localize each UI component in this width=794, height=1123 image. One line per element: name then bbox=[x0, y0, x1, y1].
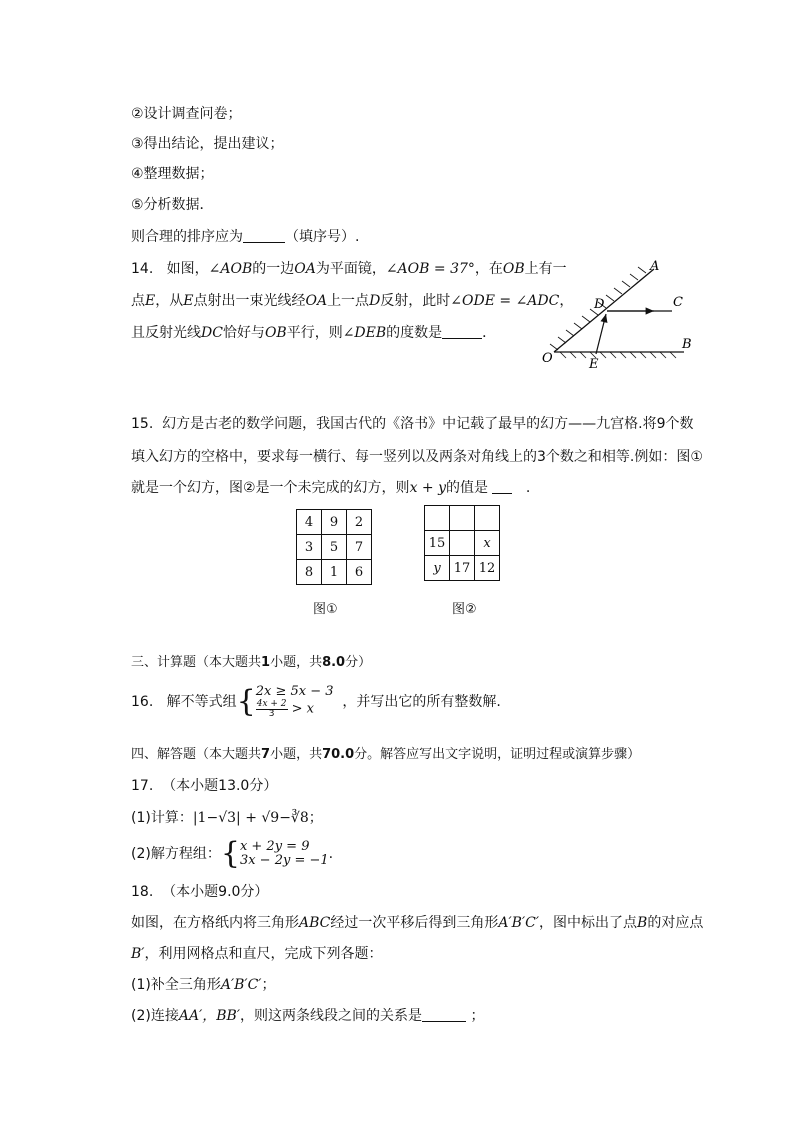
q15-line-3 bbox=[131, 478, 530, 498]
grid-cell: 9 bbox=[322, 510, 347, 535]
list-item-3: ③得出结论，提出建议； bbox=[131, 136, 284, 152]
grid-cell bbox=[425, 506, 450, 531]
q14-text: 为平面镜， bbox=[315, 261, 386, 277]
system-brace: { bbox=[220, 836, 240, 871]
system-brace: { bbox=[236, 684, 256, 719]
q14-text: 的一边 bbox=[252, 261, 295, 277]
q18-score: （本小题9.0分） bbox=[162, 884, 269, 900]
q14-text: ． bbox=[482, 325, 497, 341]
q18-text: 如图，在方格纸内将三角形 bbox=[131, 915, 299, 931]
figure-caption-1: 图① bbox=[313, 602, 338, 617]
q18-text: ； bbox=[470, 1008, 485, 1024]
q14-text: 如图， bbox=[166, 261, 209, 277]
ray-ED bbox=[596, 314, 606, 354]
q14-text: 点 bbox=[131, 293, 145, 309]
grid-cell: y bbox=[425, 556, 450, 581]
q14-text: ， bbox=[559, 293, 574, 309]
answer-blank bbox=[492, 479, 512, 494]
part-label: (1)计算： bbox=[131, 810, 193, 826]
equation-1: x + 2y = 9 bbox=[239, 839, 310, 854]
fraction-numerator: 4x + 2 bbox=[256, 699, 287, 709]
q17-score: （本小题13.0分） bbox=[162, 778, 278, 794]
section-text: 小题，共 bbox=[270, 747, 323, 762]
q14-math: ∠ODE = ∠ADC bbox=[450, 293, 560, 309]
ground-hatching bbox=[560, 352, 676, 358]
q14-math: ∠AOB = 37° bbox=[385, 261, 475, 277]
q17-expression: |1−√3| + √9−∛8 bbox=[192, 810, 309, 826]
inequality-1: 2x ≥ 5x − 3 bbox=[255, 684, 334, 699]
label-O: O bbox=[542, 351, 553, 366]
grid-cell: 17 bbox=[450, 556, 475, 581]
answer-blank bbox=[442, 324, 482, 339]
grid-cell: 2 bbox=[347, 510, 372, 535]
q17-text: . bbox=[328, 846, 334, 862]
list-item-4: ④整理数据； bbox=[131, 166, 214, 182]
q14-text: ，在 bbox=[474, 261, 503, 277]
q18-text: 经过一次平移后得到三角形 bbox=[330, 915, 499, 931]
grid-cell: 5 bbox=[322, 535, 347, 560]
section-score: 70.0 bbox=[322, 747, 355, 762]
equation-2: 3x − 2y = −1 bbox=[239, 853, 329, 868]
q15-line-2: 填入幻方的空格中，要求每一横行、每一竖列以及两条对角线上的3个数之和相等.例如：图① bbox=[131, 449, 703, 465]
q18-math: ABC bbox=[299, 915, 331, 931]
section-text: 小题，共 bbox=[270, 655, 323, 670]
q14-math: OA bbox=[294, 261, 316, 277]
q18-text: ，图中标出了点 bbox=[539, 915, 638, 931]
grid-cell: 15 bbox=[425, 531, 450, 556]
q14-text: 上一点 bbox=[327, 293, 370, 309]
grid-cell: 12 bbox=[475, 556, 500, 581]
label-C: C bbox=[673, 295, 683, 310]
q18-text: 的对应点 bbox=[647, 915, 704, 931]
q18-line-1 bbox=[131, 913, 703, 933]
q14-line-3 bbox=[131, 323, 496, 343]
label-E: E bbox=[589, 357, 599, 372]
section-text: 四、解答题（本大题共 bbox=[131, 747, 262, 762]
fraction bbox=[256, 699, 288, 719]
q14-line-1 bbox=[131, 259, 567, 279]
q15-text: 幻方是古老的数学问题，我国古代的《洛书》中记载了最早的幻方——九宫格.将9个数 bbox=[162, 416, 694, 432]
q14-text: 反射，此时 bbox=[380, 293, 451, 309]
section-count: 7 bbox=[261, 747, 271, 762]
q17-text: ； bbox=[308, 810, 323, 826]
q18-text: (2)连接 bbox=[131, 1008, 179, 1024]
q18-text: ，则这两条线段之间的关系是 bbox=[240, 1008, 422, 1024]
grid-cell: 8 bbox=[297, 560, 322, 585]
part-label: (2)解方程组： bbox=[131, 846, 221, 862]
q18-text: ，利用网格点和直尺，完成下列各题： bbox=[144, 946, 383, 962]
q15-text: 就是一个幻方，图②是一个未完成的幻方，则 bbox=[131, 480, 410, 496]
q18-math: B bbox=[637, 915, 648, 931]
equation-system bbox=[240, 840, 329, 868]
list-item-2: ②设计调查问卷； bbox=[131, 106, 242, 122]
inequality-system bbox=[256, 685, 334, 719]
list-item-5: ⑤分析数据． bbox=[131, 197, 214, 213]
grid-cell bbox=[450, 531, 475, 556]
grid-cell: 1 bbox=[322, 560, 347, 585]
q15-math: x + y bbox=[409, 480, 446, 496]
q15-line-1 bbox=[131, 414, 694, 434]
q16-text: 解不等式组 bbox=[166, 694, 237, 710]
answer-blank bbox=[422, 1007, 466, 1022]
section-text: 分。解答应写出文字说明，证明过程或演算步骤） bbox=[354, 747, 641, 762]
label-D: D bbox=[594, 297, 605, 312]
q17-number: 17. bbox=[131, 778, 154, 794]
q14-line-2 bbox=[131, 291, 573, 311]
q14-math: DC bbox=[201, 325, 223, 341]
section-text: 分） bbox=[345, 655, 372, 670]
q17-header bbox=[131, 776, 277, 796]
q18-text: (1)补全三角形 bbox=[131, 977, 221, 993]
magic-square-1 bbox=[296, 509, 372, 585]
grid-cell bbox=[475, 506, 500, 531]
q18-line-3 bbox=[131, 975, 276, 995]
inequality-2: > x bbox=[291, 701, 315, 717]
q15-text: . bbox=[525, 480, 531, 496]
q14-text: 点射出一束光线经 bbox=[193, 293, 306, 309]
grid-cell: x bbox=[475, 531, 500, 556]
section-score: 8.0 bbox=[322, 655, 346, 670]
q18-math: B′ bbox=[131, 946, 145, 962]
q16-number: 16. bbox=[131, 694, 154, 710]
q14-math: E bbox=[145, 293, 156, 309]
q14-text: 平行，则 bbox=[286, 325, 343, 341]
grid-cell: 3 bbox=[297, 535, 322, 560]
q14-math: OB bbox=[502, 261, 525, 277]
q17-part-1 bbox=[131, 808, 323, 828]
q18-math: A′B′C′ bbox=[498, 915, 540, 931]
q16 bbox=[131, 681, 501, 723]
fraction-denominator: 3 bbox=[268, 709, 275, 719]
q18-number: 18. bbox=[131, 884, 154, 900]
grid-cell: 7 bbox=[347, 535, 372, 560]
q14-text: 且反射光线 bbox=[131, 325, 201, 341]
q14-math: OB bbox=[264, 325, 287, 341]
q14-text: 上有一 bbox=[524, 261, 567, 277]
q14-text: ，从 bbox=[155, 293, 184, 309]
q15-text: 的值是 bbox=[446, 480, 488, 496]
q18-math: A′B′C′ bbox=[220, 977, 262, 993]
q14-math: ∠AOB bbox=[208, 261, 253, 277]
label-B: B bbox=[682, 337, 692, 352]
q18-math: AA′，BB′ bbox=[178, 1008, 240, 1024]
q18-line-4 bbox=[131, 1006, 484, 1026]
ordering-hint: （填序号）. bbox=[285, 229, 360, 245]
q14-math: ∠DEB bbox=[342, 325, 387, 341]
q14-math: D bbox=[369, 293, 381, 309]
q14-math: OA bbox=[305, 293, 328, 309]
ordering-question bbox=[131, 227, 359, 247]
q16-text: ，并写出它的所有整数解. bbox=[342, 694, 501, 710]
mirror-figure bbox=[536, 258, 696, 373]
q14-text: 恰好与 bbox=[222, 325, 265, 341]
q17-part-2 bbox=[131, 838, 333, 870]
grid-cell bbox=[450, 506, 475, 531]
q18-header bbox=[131, 882, 268, 902]
q14-math: E bbox=[183, 293, 194, 309]
q18-line-2 bbox=[131, 944, 382, 964]
q15-number: 15. bbox=[131, 416, 154, 432]
q18-text: ； bbox=[261, 977, 276, 993]
section-3-title bbox=[131, 653, 371, 673]
magic-square-2 bbox=[424, 505, 500, 581]
section-text: 三、计算题（本大题共 bbox=[131, 655, 262, 670]
grid-cell: 6 bbox=[347, 560, 372, 585]
figure-caption-2: 图② bbox=[452, 602, 477, 617]
ordering-text: 则合理的排序应为 bbox=[131, 229, 243, 245]
section-count: 1 bbox=[261, 655, 271, 670]
q14-text: 的度数是 bbox=[386, 325, 443, 341]
answer-blank bbox=[243, 228, 285, 243]
section-4-title bbox=[131, 745, 640, 765]
q14-number: 14. bbox=[131, 261, 154, 277]
label-A: A bbox=[650, 259, 660, 274]
grid-cell: 4 bbox=[297, 510, 322, 535]
